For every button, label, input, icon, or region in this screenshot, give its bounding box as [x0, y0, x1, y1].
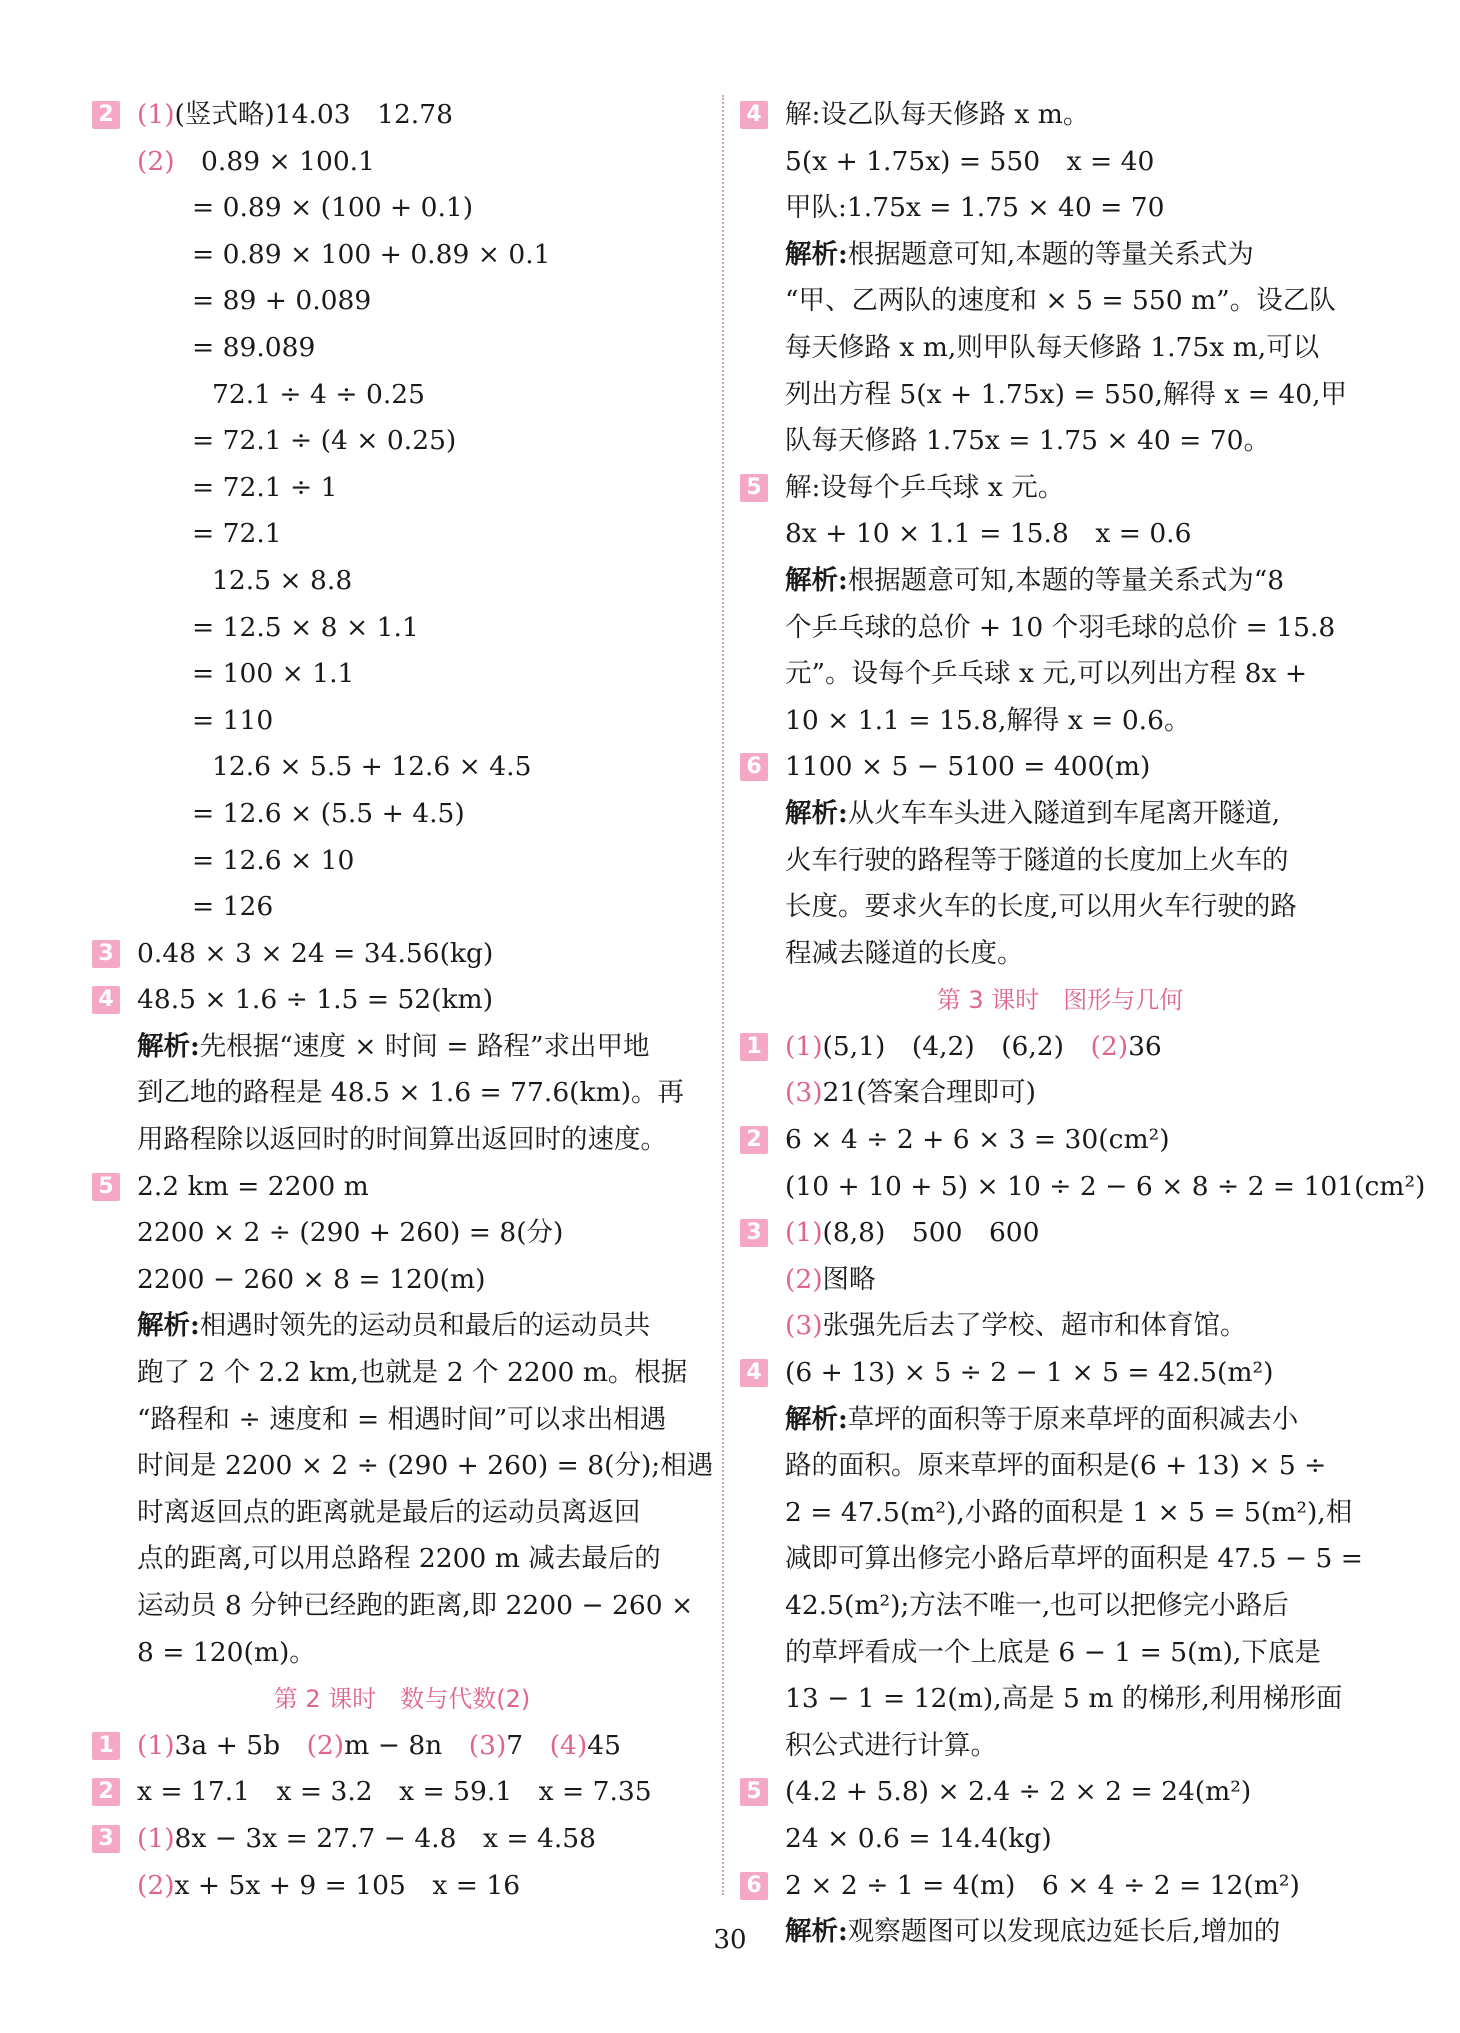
text-segment: = 72.1 — [192, 518, 282, 550]
answer-line — [92, 558, 712, 605]
text-segment: 8x + 10 × 1.1 = 15.8 x = 0.6 — [785, 518, 1192, 550]
answer-text — [137, 931, 493, 978]
analysis-label: 解析: — [785, 1403, 848, 1435]
text-segment: = 12.6 × (5.5 + 4.5) — [192, 797, 465, 829]
answer-line — [92, 1070, 712, 1117]
text-segment: 的草坪看成一个上底是 6 − 1 = 5(m),下底是 — [785, 1636, 1321, 1668]
text-segment: 13 − 1 = 12(m),高是 5 m 的梯形,利用梯形面 — [785, 1683, 1343, 1715]
section-heading-text: 第 3 课时 图形与几何 — [936, 986, 1184, 1015]
sub-question-label: (2) — [306, 1729, 345, 1761]
answer-text — [192, 884, 273, 931]
answer-line — [740, 418, 1380, 465]
text-segment: 用路程除以返回时的时间算出返回时的速度。 — [137, 1124, 667, 1156]
text-segment: 解:设乙队每天修路 x m。 — [785, 99, 1090, 130]
sub-question-label: (3) — [468, 1729, 507, 1761]
text-segment: = 100 × 1.1 — [192, 658, 355, 690]
text-segment: 12.6 × 5.5 + 12.6 × 4.5 — [212, 751, 532, 783]
answer-line — [740, 1583, 1380, 1630]
text-segment: 程减去隧道的长度。 — [785, 937, 1024, 969]
answer-text — [785, 884, 1297, 931]
answer-text — [785, 418, 1270, 465]
text-segment: 火车行驶的路程等于隧道的长度加上火车的 — [785, 844, 1289, 876]
answer-text — [785, 1630, 1321, 1677]
text-segment: x + 5x + 9 = 105 x = 16 — [174, 1869, 521, 1901]
text-segment: 1100 × 5 − 5100 = 400(m) — [785, 751, 1151, 783]
text-segment: 5(x + 1.75x) = 550 x = 40 — [785, 145, 1155, 177]
answer-text — [785, 1070, 1036, 1117]
answer-line — [740, 744, 1380, 791]
text-segment: 根据题意可知,本题的等量关系式为 — [847, 238, 1254, 270]
answer-line — [740, 1769, 1380, 1816]
question-number-badge: 2 — [92, 1778, 120, 1806]
answer-line — [740, 558, 1380, 605]
sub-question-label: (4) — [549, 1729, 588, 1761]
answer-line — [92, 1863, 712, 1910]
text-segment: 时间是 2200 × 2 ÷ (290 + 260) = 8(分);相遇 — [137, 1450, 714, 1482]
text-segment: 7 — [506, 1729, 550, 1761]
question-number-badge: 2 — [92, 101, 120, 129]
answer-text — [137, 1490, 641, 1537]
text-segment: 36 — [1128, 1030, 1162, 1062]
section-heading-text: 第 2 课时 数与代数(2) — [273, 1685, 531, 1714]
answer-text — [212, 372, 425, 419]
answer-line — [740, 1443, 1380, 1490]
question-number-badge: 5 — [92, 1173, 120, 1201]
answer-line — [740, 1303, 1380, 1350]
text-segment: 跑了 2 个 2.2 km,也就是 2 个 2200 m。根据 — [137, 1357, 688, 1389]
text-segment: 点的距离,可以用总路程 2200 m 减去最后的 — [137, 1543, 661, 1575]
text-segment: 0.48 × 3 × 24 = 34.56(kg) — [137, 937, 494, 969]
answer-text — [192, 838, 354, 885]
answer-text — [192, 698, 273, 745]
text-segment: (4.2 + 5.8) × 2.4 ÷ 2 × 2 = 24(m²) — [785, 1776, 1252, 1808]
text-segment: = 72.1 ÷ 1 — [192, 471, 338, 503]
answer-text — [785, 1490, 1352, 1537]
answer-text — [137, 1443, 713, 1490]
answer-line — [740, 791, 1380, 838]
answer-text — [785, 232, 1254, 279]
answer-line — [92, 651, 712, 698]
text-segment: (8,8) 500 600 — [822, 1217, 1040, 1249]
answer-line — [740, 1630, 1380, 1677]
answer-line — [92, 605, 712, 652]
answer-text — [785, 92, 1089, 139]
text-segment: = 0.89 × (100 + 0.1) — [192, 192, 474, 224]
text-segment: 48.5 × 1.6 ÷ 1.5 = 52(km) — [137, 984, 494, 1016]
sub-question-label: (1) — [137, 99, 175, 130]
sub-question-label: (1) — [137, 1822, 175, 1854]
answer-line — [92, 1630, 712, 1677]
question-number-badge: 3 — [740, 1219, 768, 1247]
text-segment: 运动员 8 分钟已经跑的距离,即 2200 − 260 × — [137, 1590, 694, 1621]
answer-line — [740, 1863, 1380, 1910]
answer-line — [740, 92, 1380, 139]
answer-line — [92, 418, 712, 465]
answer-line — [92, 838, 712, 885]
answer-text — [137, 1816, 596, 1863]
text-segment: 图略 — [822, 1263, 876, 1295]
answer-line — [740, 1070, 1380, 1117]
answer-line — [92, 1210, 712, 1257]
text-segment: 减即可算出修完小路后草坪的面积是 47.5 − 5 = — [785, 1543, 1363, 1575]
text-segment: 24 × 0.6 = 14.4(kg) — [785, 1822, 1052, 1854]
text-segment: 时离返回点的距离就是最后的运动员离返回 — [137, 1496, 641, 1528]
analysis-label: 解析: — [785, 238, 848, 270]
answer-text — [785, 325, 1319, 372]
text-segment: 从火车车头进入隧道到车尾离开隧道, — [847, 797, 1281, 829]
text-segment: 元”。设每个乒乓球 x 元,可以列出方程 8x + — [785, 658, 1308, 690]
answer-line — [740, 325, 1380, 372]
section-heading — [92, 1676, 712, 1723]
answer-text — [785, 1257, 876, 1304]
analysis-label: 解析: — [137, 1310, 200, 1342]
answer-line — [740, 1210, 1380, 1257]
answer-line — [740, 698, 1380, 745]
answer-line — [740, 139, 1380, 186]
answer-line — [740, 1816, 1380, 1863]
text-segment: 0.89 × 100.1 — [174, 145, 375, 177]
answer-line — [740, 1257, 1380, 1304]
answer-text — [137, 1863, 520, 1910]
right-column — [740, 92, 1426, 1956]
text-segment: 2200 − 260 × 8 = 120(m) — [137, 1263, 486, 1295]
answer-line — [92, 977, 712, 1024]
answer-text — [137, 1350, 687, 1397]
text-segment: 3a + 5b — [174, 1729, 307, 1761]
answer-text — [785, 1350, 1273, 1397]
answer-text — [785, 511, 1191, 558]
answer-text — [192, 232, 551, 279]
text-segment: 队每天修路 1.75x = 1.75 × 40 = 70。 — [785, 425, 1270, 457]
answer-line — [92, 232, 712, 279]
text-segment: 先根据“速度 × 时间 = 路程”求出甲地 — [199, 1030, 650, 1062]
sub-question-label: (1) — [785, 1030, 823, 1062]
analysis-label: 解析: — [785, 1916, 848, 1948]
answer-line — [92, 1257, 712, 1304]
answer-text — [785, 744, 1150, 791]
text-segment: 路的面积。原来草坪的面积是(6 + 13) × 5 ÷ — [785, 1450, 1327, 1482]
question-number-badge: 2 — [740, 1126, 768, 1154]
answer-text — [785, 1583, 1289, 1630]
answer-line — [92, 1769, 712, 1816]
answer-line — [92, 1303, 712, 1350]
sub-question-label: (3) — [785, 1077, 823, 1109]
answer-text — [137, 1210, 563, 1257]
text-segment: “路程和 ÷ 速度和 = 相遇时间”可以求出相遇 — [137, 1403, 667, 1435]
answer-text — [212, 558, 352, 605]
answer-line — [740, 372, 1380, 419]
answer-text — [137, 1164, 369, 1211]
answer-text — [137, 1723, 621, 1770]
answer-text — [785, 558, 1284, 605]
answer-line — [92, 931, 712, 978]
answer-line — [740, 1024, 1380, 1071]
answer-line — [740, 838, 1380, 885]
text-segment: 观察题图可以发现底边延长后,增加的 — [847, 1916, 1281, 1948]
text-segment: = 89.089 — [192, 331, 316, 363]
text-segment: 2.2 km = 2200 m — [137, 1170, 369, 1202]
section-heading — [740, 977, 1380, 1024]
answer-line — [92, 1583, 712, 1630]
answer-text — [137, 1630, 316, 1677]
text-segment: 解:设每个乒乓球 x 元。 — [785, 471, 1065, 503]
answer-text — [192, 185, 473, 232]
answer-line — [92, 278, 712, 325]
text-segment: = 12.6 × 10 — [192, 844, 355, 876]
answer-line — [92, 884, 712, 931]
text-segment: 6 × 4 ÷ 2 + 6 × 3 = 30(cm²) — [785, 1124, 1170, 1156]
sub-question-label: (2) — [1090, 1030, 1129, 1062]
text-segment: = 110 — [192, 704, 274, 736]
answer-text — [137, 1769, 652, 1816]
answer-line — [92, 185, 712, 232]
answer-line — [92, 698, 712, 745]
answer-line — [92, 1117, 712, 1164]
sub-question-label: (2) — [137, 145, 175, 177]
text-segment: 到乙地的路程是 48.5 × 1.6 = 77.6(km)。再 — [137, 1077, 685, 1109]
column-divider — [722, 95, 724, 1895]
answer-text — [192, 465, 338, 512]
answer-text — [137, 1397, 666, 1444]
answer-line — [740, 278, 1380, 325]
sub-question-label: (2) — [137, 1869, 175, 1901]
answer-text — [212, 744, 531, 791]
answer-text — [192, 418, 456, 465]
answer-text — [137, 1070, 684, 1117]
answer-line — [92, 1816, 712, 1863]
text-segment: 个乒乓球的总价 + 10 个羽毛球的总价 = 15.8 — [785, 611, 1336, 643]
answer-line — [92, 791, 712, 838]
sub-question-label: (1) — [785, 1217, 823, 1249]
answer-line — [92, 1350, 712, 1397]
answer-line — [92, 1536, 712, 1583]
text-segment: 42.5(m²);方法不唯一,也可以把修完小路后 — [785, 1590, 1289, 1621]
text-segment: = 12.5 × 8 × 1.1 — [192, 611, 419, 643]
text-segment: 8 = 120(m)。 — [137, 1636, 316, 1668]
answer-line — [92, 511, 712, 558]
answer-text — [785, 1863, 1300, 1910]
question-number-badge: 5 — [740, 1778, 768, 1806]
answer-text — [785, 651, 1307, 698]
answer-text — [192, 325, 315, 372]
answer-line — [740, 1676, 1380, 1723]
sub-question-label: (2) — [785, 1263, 823, 1295]
question-number-badge: 4 — [92, 986, 120, 1014]
answer-line — [92, 325, 712, 372]
answer-text — [192, 511, 282, 558]
answer-text — [785, 1024, 1162, 1071]
answer-text — [785, 791, 1280, 838]
analysis-label: 解析: — [785, 797, 848, 829]
answer-line — [740, 1536, 1380, 1583]
text-segment: 张强先后去了学校、超市和体育馆。 — [822, 1310, 1247, 1342]
text-segment: 根据题意可知,本题的等量关系式为“8 — [847, 564, 1285, 596]
answer-line — [92, 92, 712, 139]
text-segment: = 89 + 0.089 — [192, 285, 372, 317]
answer-line — [740, 511, 1380, 558]
answer-text — [785, 139, 1154, 186]
sub-question-label: (1) — [137, 1729, 175, 1761]
answer-text — [137, 1117, 667, 1164]
answer-text — [192, 278, 371, 325]
text-segment: 10 × 1.1 = 15.8,解得 x = 0.6。 — [785, 704, 1191, 736]
text-segment: = 0.89 × 100 + 0.89 × 0.1 — [192, 238, 551, 270]
answer-text — [785, 1536, 1363, 1583]
answer-text — [785, 465, 1064, 512]
question-number-badge: 5 — [740, 474, 768, 502]
text-segment: (6 + 13) × 5 ÷ 2 − 1 × 5 = 42.5(m²) — [785, 1357, 1274, 1389]
text-segment: 8x − 3x = 27.7 − 4.8 x = 4.58 — [174, 1822, 596, 1854]
answer-line — [740, 465, 1380, 512]
answer-line — [740, 1350, 1380, 1397]
answer-line — [92, 1164, 712, 1211]
text-segment: 2 × 2 ÷ 1 = 4(m) 6 × 4 ÷ 2 = 12(m²) — [785, 1869, 1300, 1901]
answer-text — [785, 931, 1024, 978]
answer-text — [785, 185, 1164, 232]
answer-text — [785, 1816, 1052, 1863]
text-segment: 积公式进行计算。 — [785, 1729, 997, 1761]
question-number-badge: 4 — [740, 1359, 768, 1387]
answer-text — [137, 92, 453, 139]
question-number-badge: 3 — [92, 1825, 120, 1853]
answer-line — [740, 1117, 1380, 1164]
answer-text — [137, 1583, 693, 1630]
question-number-badge: 1 — [92, 1732, 120, 1760]
text-segment: (10 + 10 + 5) × 10 ÷ 2 − 6 × 8 ÷ 2 = 101(cm²) — [785, 1170, 1426, 1202]
text-segment: 21(答案合理即可) — [822, 1077, 1036, 1109]
text-segment: 长度。要求火车的长度,可以用火车行驶的路 — [785, 891, 1297, 923]
answer-line — [740, 185, 1380, 232]
answer-line — [92, 465, 712, 512]
answer-text — [785, 605, 1335, 652]
answer-text — [192, 791, 465, 838]
answer-text — [785, 1676, 1342, 1723]
answer-text — [785, 1117, 1170, 1164]
text-segment: = 72.1 ÷ (4 × 0.25) — [192, 425, 457, 457]
answer-text — [785, 1397, 1298, 1444]
answer-line — [740, 1164, 1426, 1211]
text-segment: 草坪的面积等于原来草坪的面积减去小 — [847, 1403, 1299, 1435]
answer-line — [92, 1397, 712, 1444]
text-segment: 12.5 × 8.8 — [212, 564, 353, 596]
answer-line — [740, 605, 1380, 652]
answer-line — [92, 1024, 712, 1071]
answer-text — [137, 1536, 661, 1583]
text-segment: 2200 × 2 ÷ (290 + 260) = 8(分) — [137, 1217, 564, 1249]
text-segment: = 126 — [192, 891, 274, 923]
answer-line — [740, 931, 1380, 978]
question-number-badge: 4 — [740, 101, 768, 129]
answer-text — [785, 1303, 1247, 1350]
question-number-badge: 6 — [740, 1872, 768, 1900]
text-segment: “甲、乙两队的速度和 × 5 = 550 m”。设乙队 — [785, 285, 1336, 317]
answer-text — [785, 1769, 1251, 1816]
answer-line — [740, 232, 1380, 279]
left-column — [92, 92, 712, 1909]
answer-line — [92, 1490, 712, 1537]
answer-text — [785, 372, 1347, 419]
answer-text — [785, 1164, 1425, 1211]
question-number-badge: 3 — [92, 940, 120, 968]
answer-line — [92, 372, 712, 419]
answer-line — [92, 1723, 712, 1770]
analysis-label: 解析: — [137, 1030, 200, 1062]
question-number-badge: 6 — [740, 753, 768, 781]
answer-text — [192, 605, 419, 652]
question-number-badge: 1 — [740, 1033, 768, 1061]
answer-line — [92, 139, 712, 186]
analysis-label: 解析: — [785, 564, 848, 596]
answer-text — [785, 1723, 997, 1770]
answer-text — [785, 1443, 1326, 1490]
answer-line — [740, 884, 1380, 931]
answer-line — [92, 744, 712, 791]
answer-line — [740, 1723, 1380, 1770]
answer-text — [137, 977, 493, 1024]
answer-text — [785, 1210, 1040, 1257]
page-number: 30 — [713, 1925, 747, 1955]
answer-text — [137, 1024, 650, 1071]
text-segment: 甲队:1.75x = 1.75 × 40 = 70 — [785, 192, 1165, 224]
text-segment: m − 8n — [344, 1729, 469, 1761]
answer-text — [785, 698, 1190, 745]
text-segment: (竖式略)14.03 12.78 — [174, 99, 453, 130]
answer-line — [740, 1490, 1380, 1537]
answer-line — [740, 1397, 1380, 1444]
text-segment: x = 17.1 x = 3.2 x = 59.1 x = 7.35 — [137, 1776, 652, 1808]
text-segment: 列出方程 5(x + 1.75x) = 550,解得 x = 40,甲 — [785, 378, 1348, 410]
text-segment: (5,1) (4,2) (6,2) — [822, 1030, 1091, 1062]
sub-question-label: (3) — [785, 1310, 823, 1342]
text-segment: 45 — [587, 1729, 621, 1761]
text-segment: 每天修路 x m,则甲队每天修路 1.75x m,可以 — [785, 331, 1320, 363]
answer-text — [785, 278, 1336, 325]
text-segment: 2 = 47.5(m²),小路的面积是 1 × 5 = 5(m²),相 — [785, 1496, 1353, 1528]
answer-line — [740, 651, 1380, 698]
answer-text — [137, 139, 375, 186]
answer-text — [785, 838, 1289, 885]
answer-text — [137, 1257, 485, 1304]
answer-line — [92, 1443, 712, 1490]
answer-text — [137, 1303, 650, 1350]
text-segment: 72.1 ÷ 4 ÷ 0.25 — [212, 378, 425, 410]
answer-text — [192, 651, 354, 698]
text-segment: 相遇时领先的运动员和最后的运动员共 — [199, 1310, 651, 1342]
